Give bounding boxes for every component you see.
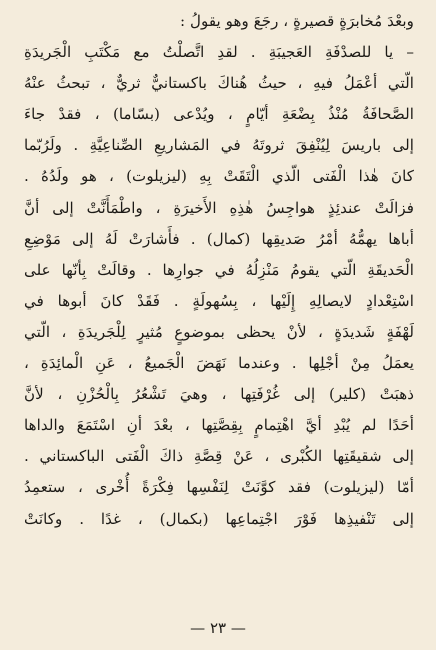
text-line: أمّا (ليزيلوت) فقد كوَّنَتْ لِنَفْسِها فِكْرَةً أُخْرى ، ستعمِدُ [24, 478, 414, 497]
text-line: الّتي أعْمَلُ فيهِ ، حيثُ هُناكَ باكستانيٌّ ثريٌّ ، تبحثُ عنْهُ [24, 74, 414, 93]
text-line: إلى تَنْفيذِها فَوْرَ اجْتِماعِها (بكمال) ، غدًا . وكانَتْ [24, 509, 414, 528]
text-line: أباها يهمُّهُ أمْرُ صَديقِها (كمال) . فأَشارَتْ لَهُ إلى مَوْضِعِ [24, 229, 414, 248]
text-line: اسْتِعْدادٍ لايصالِهِ إِلَيْها ، بِسُهولَةٍ . فَقَدْ كانَ أبوها في [24, 291, 414, 310]
text-line: الصَّحافَةُ مُنْذُ بِضْعَةِ أيّامٍ ، ويُدْعى (بسّاما) ، فقدْ جاءَ [24, 105, 414, 124]
text-line: كانَ هٰذا الْفَتى الّذي الْتَقَتْ بِهِ (ليزيلوت) ، هو ولَدُهُ . [24, 167, 414, 186]
text-line: إلى باريسَ لِيُنْفِقَ ثروتَهُ في المَشاريعِ الصِّناعِيَّةِ . ولَرُبّما [24, 136, 414, 155]
text-line: ذهبَتْ (كلير) إلى غُرْفَتِها ، وهيَ تَشْعُرُ بِالْحُزْنِ ، لأنَّ [24, 385, 414, 404]
text-line: يعمَلُ مِنْ أجْلِها . وعندما نَهَضَ الْجَميعُ ، عَنِ الْمائِدَةِ ، [24, 354, 414, 373]
text-line: فزالَتْ عندئِذٍ هواجِسُ هٰذِهِ الأَخيرَةِ ، واطْمَأَنَّتْ إلى أنَّ [24, 198, 414, 217]
text-line: وبعْدَ مُخابرَةٍ قصيرةٍ ، رجَعَ وهو يقولُ : [180, 12, 414, 30]
text-line: – يا للصدْفَةِ العَجيبَةِ . لقدِ اتَّصلْتُ مع مَكْتَبِ الْجَريدَةِ [24, 43, 414, 62]
text-line: لَهْفَةٍ شَديدَةٍ ، لأنْ يحظى بموضوعٍ مُثيرٍ لِلْجَريدَةِ ، الّتي [24, 322, 414, 341]
body-text [24, 6, 414, 535]
text-line: إلى شقيقَتِها الكُبْرى ، عَنْ قِصَّةِ ذاكَ الْفَتى الباكستاني . [24, 447, 414, 466]
page-number: — ٢٣ — [190, 619, 246, 637]
text-line: أحَدًا لم يُبْدِ أيَّ اهْتِمامٍ بِقِصَّتِها ، بعْدَ أنِ اسْتَمَعَ والداها [24, 416, 414, 435]
text-line: الْحَديقَةِ الّتي يقومُ مَنْزِلُهُ في جوارِها . وقالَتْ بِأنّها على [24, 260, 414, 279]
